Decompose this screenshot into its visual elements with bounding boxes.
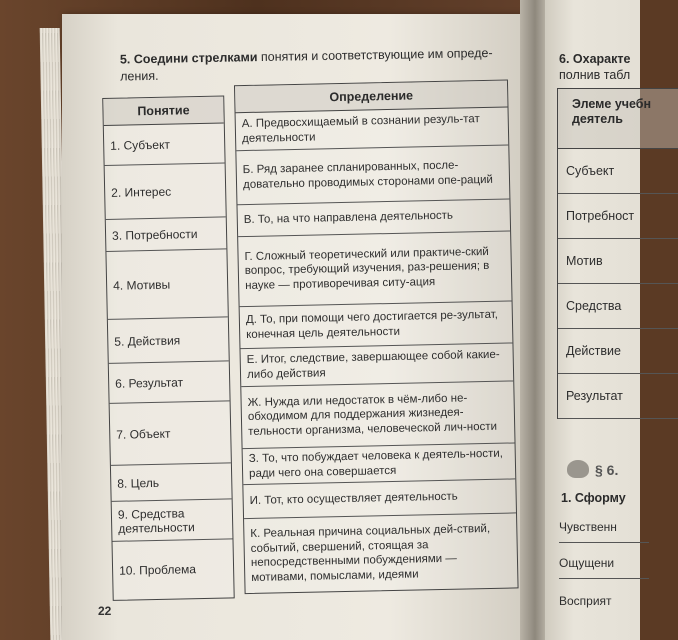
answer-rule — [559, 542, 649, 543]
section-task: 1. Сформу — [561, 491, 626, 505]
definition-cell: К. Реальная причина социальных дей-ствий, событий, свершений, стоящая за непосредственными побуждениями — мотивами, помыслами, идеями — [250, 522, 491, 584]
definition-cell: Г. Сложный теоретический или практиче-ский вопрос, требующий изучения, раз-решения; в науке — противоречивая ситу-ация — [238, 231, 511, 307]
definition-cell: З. То, что побуждает человека к деятель-ности, ради чего она совершается — [243, 443, 516, 485]
definition-cell: Д. То, при помощи чего достигается ре-зультат, конечная цель деятельности — [240, 301, 513, 349]
task-6-subtitle: полнив табл — [559, 68, 631, 82]
concept-cell: 5. Действия — [108, 317, 229, 364]
concept-cell: 6. Результат — [109, 361, 230, 404]
task-6-title: 6. Охаракте — [559, 52, 631, 66]
elements-row: Результат — [558, 374, 678, 419]
definitions-column — [234, 79, 519, 594]
definition-cell: А. Предвосхищаемый в сознании резуль-тат деятельности — [236, 108, 509, 152]
definition-cell: Е. Итог, следствие, завершающее собой какие-либо действия — [240, 343, 513, 387]
elements-row: Средства — [558, 284, 678, 329]
answer-rule — [559, 578, 649, 579]
section-heading: § 6. — [595, 462, 619, 478]
concept-cell: 9. Средства деятельности — [112, 499, 233, 542]
elements-row: Потребност — [558, 194, 678, 239]
task-text-line1: понятия и соответствующие им опреде- — [260, 45, 493, 65]
elements-row: Мотив — [558, 239, 678, 284]
elements-row: Субъект — [558, 149, 678, 194]
elements-row: Действие — [558, 329, 678, 374]
task-text-line2: ления. — [120, 68, 159, 84]
task-bold-text: Соедини стрелками — [133, 50, 258, 67]
concept-cell: 10. Проблема — [118, 562, 197, 578]
answer-line-label: Чувственн — [559, 520, 617, 534]
concept-cell: 7. Объект — [110, 401, 231, 465]
definition-cell: Б. Ряд заранее спланированных, после-довательно проводимых сторонами опе-раций — [236, 146, 509, 206]
concept-cell: 8. Цель — [111, 463, 232, 502]
definitions-header: Определение — [235, 81, 508, 114]
concept-cell: 2. Интерес — [105, 163, 226, 220]
right-page — [545, 0, 652, 640]
concept-cell: 1. Субъект — [104, 123, 225, 166]
concept-cell: 4. Мотивы — [106, 249, 227, 319]
elements-table — [557, 88, 678, 419]
answer-line-label: Восприят — [559, 594, 612, 608]
answer-line-label: Ощущени — [559, 556, 615, 570]
task-number: 5. — [119, 52, 131, 67]
task-5-title — [120, 45, 521, 86]
elements-header: Элеме учебн деятель — [558, 89, 678, 149]
definition-cell: И. Тот, кто осуществляет деятельность — [243, 479, 516, 519]
page-number: 22 — [98, 604, 112, 618]
definition-cell: В. То, на что направлена деятельность — [237, 199, 510, 237]
concepts-header: Понятие — [103, 96, 224, 126]
definition-cell: Ж. Нужда или недостаток в чём-либо не-обходимом для поддержания жизнедея-тельности организма, человеческой лич-ности — [241, 381, 514, 449]
section-pencil-icon — [567, 460, 589, 478]
concept-cell: 3. Потребности — [106, 217, 227, 252]
concepts-column — [102, 95, 235, 600]
